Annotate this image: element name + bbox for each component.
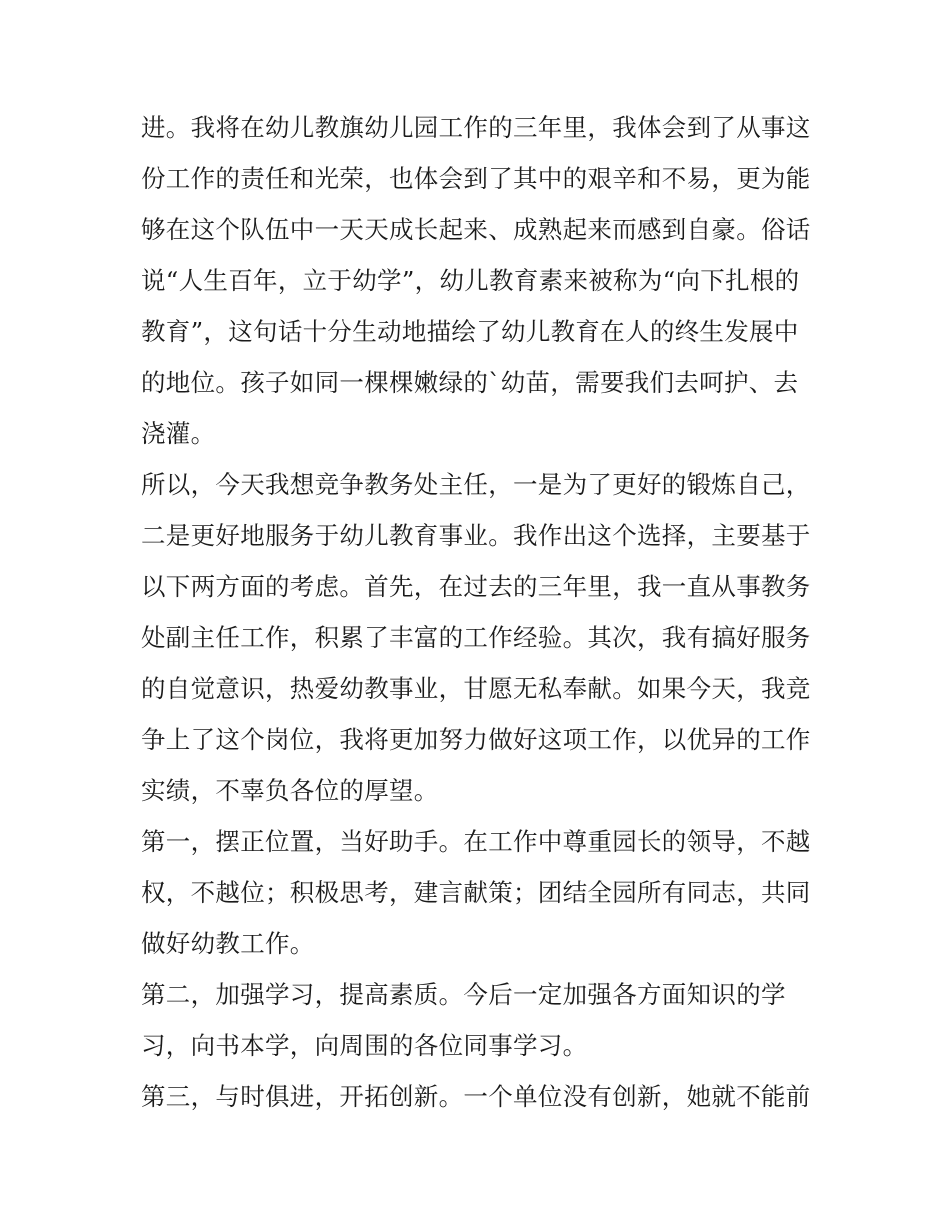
text-line-19: 习，向书本学，向周围的各位同事学习。 [141,1031,588,1060]
text-line-18: 第二，加强学习，提高素质。今后一定加强各方面知识的学 [141,980,786,1009]
text-line-4: 说“人生百年，立于幼学”，幼儿教育素来被称为“向下扎根的 [141,266,800,295]
text-line-6: 的地位。孩子如同一棵棵嫩绿的`幼苗，需要我们去呵护、去 [141,368,799,397]
text-line-20: 第三，与时俱进，开拓创新。一个单位没有创新，她就不能前 [141,1082,811,1111]
text-line-7: 浇灌。 [141,419,216,448]
text-line-9: 二是更好地服务于幼儿教育事业。我作出这个选择，主要基于 [141,521,811,550]
text-line-3: 够在这个队伍中一天天成长起来、成熟起来而感到自豪。俗话 [141,215,811,244]
text-line-17: 做好幼教工作。 [141,929,315,958]
text-line-13: 争上了这个岗位，我将更加努力做好这项工作，以优异的工作 [141,725,811,754]
text-line-15: 第一，摆正位置，当好助手。在工作中尊重园长的领导，不越 [141,827,811,856]
text-line-5: 教育”，这句话十分生动地描绘了幼儿教育在人的终生发展中 [141,317,799,346]
text-line-2: 份工作的责任和光荣，也体会到了其中的艰辛和不易，更为能 [141,164,811,193]
text-line-10: 以下两方面的考虑。首先，在过去的三年里，我一直从事教务 [141,572,811,601]
text-line-12: 的自觉意识，热爱幼教事业，甘愿无私奉献。如果今天，我竞 [141,674,811,703]
text-line-1: 进。我将在幼儿教旗幼儿园工作的三年里，我体会到了从事这 [141,113,811,142]
text-line-14: 实绩，不辜负各位的厚望。 [141,776,439,805]
text-line-11: 处副主任工作，积累了丰富的工作经验。其次，我有搞好服务 [141,623,811,652]
text-line-8: 所以，今天我想竞争教务处主任，一是为了更好的锻炼自己， [141,470,811,499]
text-line-16: 权，不越位；积极思考，建言献策；团结全园所有同志，共同 [141,878,811,907]
